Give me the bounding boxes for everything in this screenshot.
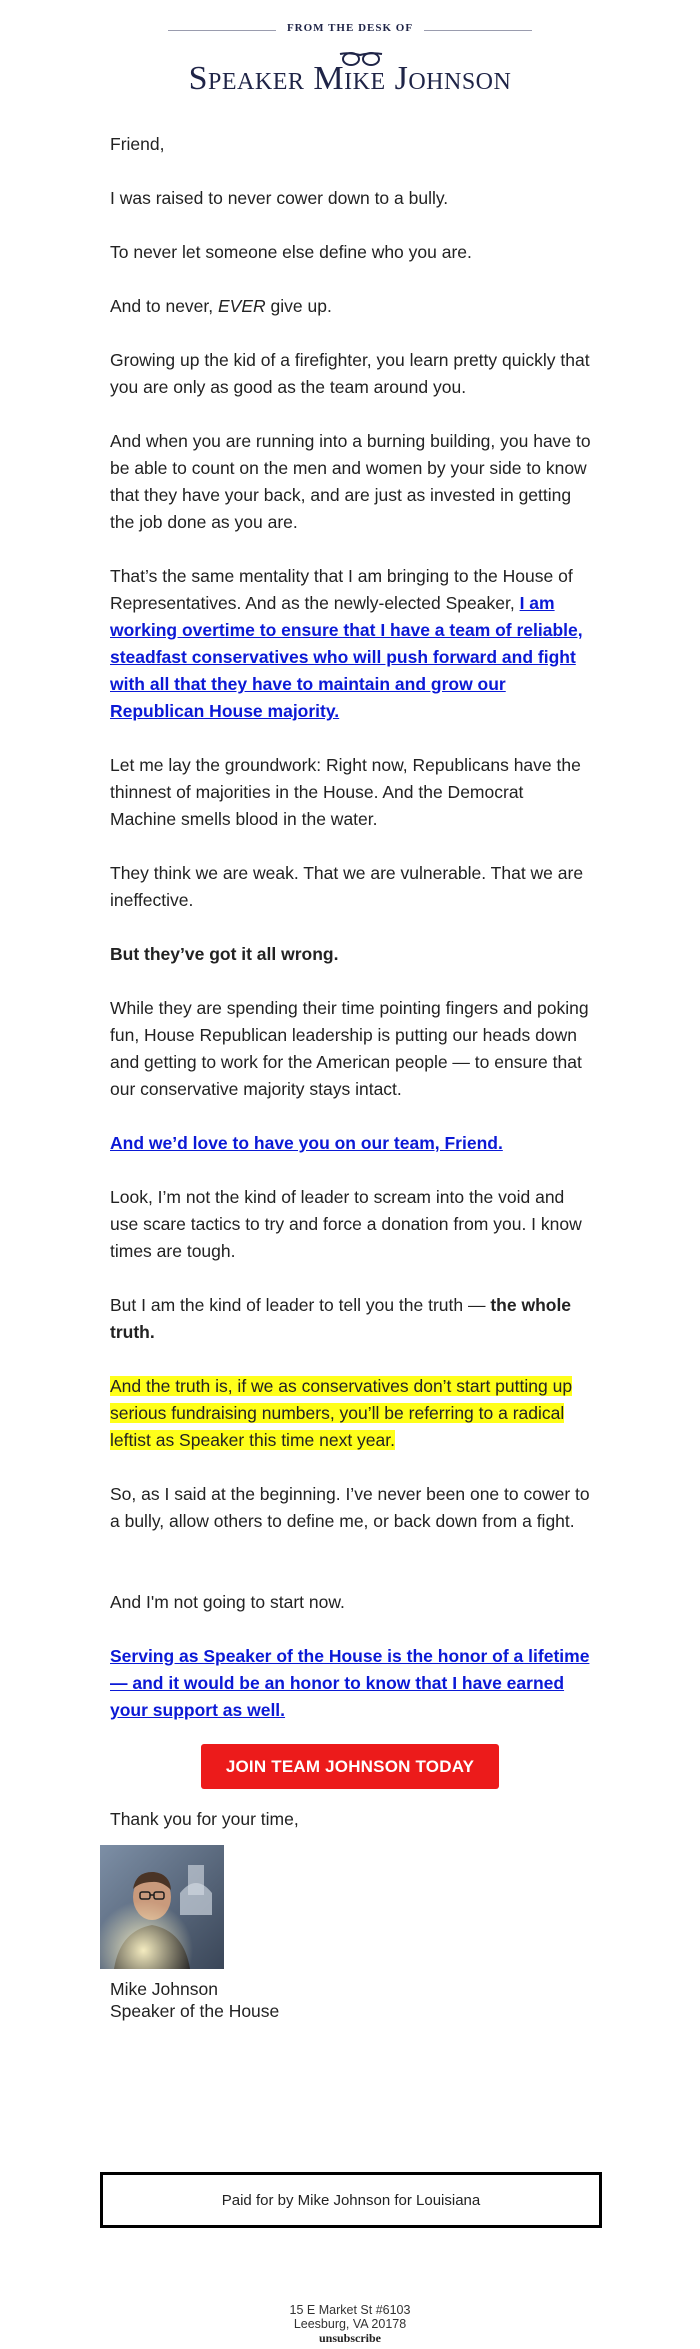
speaker-portrait-image	[100, 1845, 224, 1969]
greeting: Friend,	[110, 134, 165, 154]
paragraph-11	[110, 1130, 592, 1157]
paid-for-disclaimer: Paid for by Mike Johnson for Louisiana	[100, 2172, 602, 2228]
paragraph-16: And I'm not going to start now.	[110, 1592, 345, 1612]
join-team-link[interactable]: And we’d love to have you on our team, Friend.	[110, 1133, 503, 1153]
signoff: Thank you for your time,	[110, 1809, 299, 1829]
speaker-photo	[100, 1845, 224, 1969]
support-link[interactable]: Serving as Speaker of the House is the honor of a lifetime — and it would be an honor to know that I have earned your support as well.	[110, 1646, 590, 1720]
letterhead-name: Speaker Mike Johnson	[188, 60, 512, 97]
paragraph-8: They think we are weak. That we are vulnerable. That we are ineffective.	[110, 863, 584, 910]
paragraph-3: And to never, EVER give up.	[110, 296, 332, 316]
signature-title: Speaker of the House	[110, 2001, 280, 2021]
highlighted-truth: And the truth is, if we as conservatives don’t start putting up serious fundraising numbers, you’ll be referring to a radical leftist as Speaker this time next year.	[110, 1376, 573, 1450]
paragraph-14	[110, 1373, 592, 1454]
paragraph-10: While they are spending their time pointing fingers and poking fun, House Republican leadership is putting our heads down and getting to work for the American people — to ensure that our conservative majority stays intact.	[110, 998, 589, 1099]
paragraph-6: That’s the same mentality that I am bringing to the House of Representatives. And as the newly-elected Speaker, I am working overtime to ensure that I have a team of reliable, steadfast conservatives who will push forward and fight with all that they have to maintain and grow our Republican House majority.	[110, 566, 583, 721]
unsubscribe-link[interactable]: unsubscribe	[318, 2331, 382, 2345]
whole-truth: the whole truth.	[110, 1295, 572, 1342]
join-team-button[interactable]: JOIN TEAM JOHNSON TODAY	[201, 1744, 499, 1789]
paragraph-15: So, as I said at the beginning. I’ve never been one to cower to a bully, allow others to define me, or back down from a fight.	[110, 1484, 590, 1531]
paragraph-17	[110, 1643, 592, 1724]
emphasis-ever: EVER	[218, 296, 266, 316]
paragraph-7: Let me lay the groundwork: Right now, Republicans have the thinnest of majorities in the House. And the Democrat Machine smells blood in the water.	[110, 755, 581, 829]
letterhead	[0, 18, 700, 108]
letterhead-tagline: FROM THE DESK OF	[286, 22, 414, 34]
address-line-1: 15 E Market St #6103	[289, 2303, 411, 2317]
paragraph-4: Growing up the kid of a firefighter, you learn pretty quickly that you are only as good as the team around you.	[110, 350, 590, 397]
paragraph-13: But I am the kind of leader to tell you the truth — the whole truth.	[110, 1295, 572, 1342]
paragraph-2: To never let someone else define who you are.	[110, 242, 472, 262]
team-link[interactable]: I am working overtime to ensure that I have a team of reliable, steadfast conservatives who will push forward and fight with all that they have to maintain and grow our Republican House majority.	[110, 593, 583, 721]
paragraph-1: I was raised to never cower down to a bully.	[110, 188, 449, 208]
paragraph-9: But they’ve got it all wrong.	[110, 944, 339, 964]
footer-unsubscribe-row	[0, 2331, 700, 2345]
signature-name: Mike Johnson	[110, 1979, 218, 1999]
address-line-2: Leesburg, VA 20178	[293, 2317, 407, 2331]
paragraph-5: And when you are running into a burning building, you have to be able to count on the men and women by your side to know that they have your back, and are just as invested in getting the job done as you are.	[110, 431, 591, 532]
paragraph-12: Look, I’m not the kind of leader to scream into the void and use scare tactics to try and force a donation from you. I know times are tough.	[110, 1187, 582, 1261]
